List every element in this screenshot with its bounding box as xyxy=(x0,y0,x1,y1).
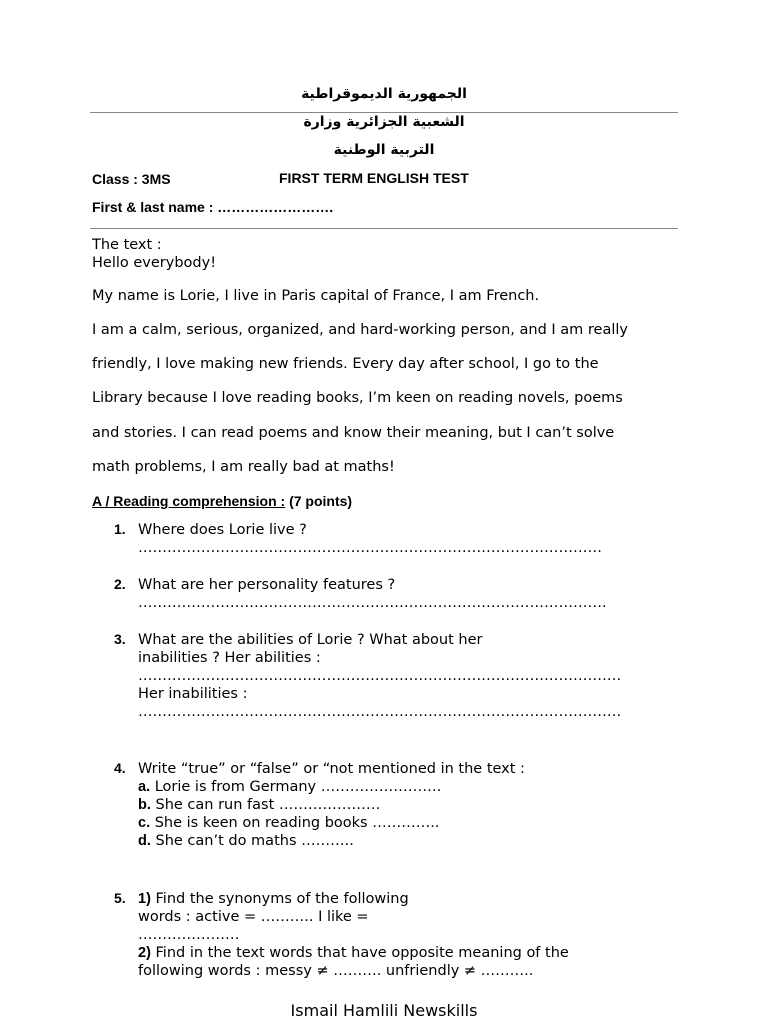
section-a-title: A / Reading comprehension : xyxy=(92,493,286,509)
answer-line[interactable]: …………………………………………………………………………………… xyxy=(138,540,602,556)
text-greeting: Hello everybody! xyxy=(92,255,217,271)
text-label: The text : xyxy=(92,237,162,253)
item-letter: a. xyxy=(138,779,151,795)
header-rule-bottom xyxy=(90,228,678,229)
question-number: 2. xyxy=(114,576,126,592)
item-text: She can run fast ………………… xyxy=(150,797,381,813)
question-number: 1. xyxy=(114,521,126,537)
answer-line[interactable]: ………………………………………………………………………………………. xyxy=(138,668,622,684)
part-text: Find the synonyms of the following xyxy=(150,891,409,907)
arabic-header-line-2: الشعبية الجزائرية وزارة xyxy=(303,114,465,130)
item-letter: c. xyxy=(138,815,151,831)
question-1 xyxy=(138,521,602,557)
answer-line[interactable]: ………………… xyxy=(138,927,240,943)
question-2-text: What are her personality features ? xyxy=(138,577,396,593)
arabic-header-line-1: الجمهورية الديموقراطية xyxy=(301,86,467,102)
text-line: I am a calm, serious, organized, and hard-working person, and I am really xyxy=(92,322,628,338)
question-5-part-1-line-2[interactable]: words : active = ……….. I like = xyxy=(138,909,369,925)
question-4-text: Write “true” or “false” or “not mentioned in the text : xyxy=(138,761,525,777)
question-1-text: Where does Lorie live ? xyxy=(138,522,307,538)
question-5-part-1 xyxy=(138,890,569,908)
text-line: and stories. I can read poems and know their meaning, but I can’t solve xyxy=(92,425,615,441)
header-rule-top xyxy=(90,112,678,113)
part-number: 1) xyxy=(138,891,151,907)
item-letter: d. xyxy=(138,833,151,849)
answer-line[interactable]: ……………………………………………………………………………………. xyxy=(138,595,607,611)
footer-author: Ismail Hamlili Newskills xyxy=(290,1001,478,1020)
list-item[interactable] xyxy=(138,778,525,796)
arabic-header-line-3: التربية الوطنية xyxy=(333,142,435,158)
question-number: 4. xyxy=(114,760,126,776)
list-item[interactable] xyxy=(138,796,525,814)
question-2 xyxy=(138,576,607,612)
text-line: friendly, I love making new friends. Every day after school, I go to the xyxy=(92,356,599,372)
list-item[interactable] xyxy=(138,832,525,850)
part-number: 2) xyxy=(138,945,151,961)
text-line: math problems, I am really bad at maths! xyxy=(92,459,395,475)
name-field-label: First & last name : ……………………. xyxy=(92,199,334,215)
section-a-points: (7 points) xyxy=(289,493,353,509)
question-number: 5. xyxy=(114,890,126,906)
list-item[interactable] xyxy=(138,814,525,832)
section-a-heading xyxy=(92,493,352,509)
question-3-text: Her inabilities : xyxy=(138,686,248,702)
question-3-text: What are the abilities of Lorie ? What about her xyxy=(138,632,483,648)
question-3 xyxy=(138,631,621,721)
text-line: Library because I love reading books, I’m keen on reading novels, poems xyxy=(92,390,623,406)
question-4 xyxy=(138,760,525,850)
item-text: She is keen on reading books ………….. xyxy=(150,815,440,831)
class-label: Class : 3MS xyxy=(92,171,171,187)
question-5-part-2-line-2[interactable]: following words : messy ≠ ………. unfriendly ≠ ……….. xyxy=(138,963,534,979)
item-text: She can’t do maths ……….. xyxy=(150,833,354,849)
question-5-part-2 xyxy=(138,944,569,962)
question-number: 3. xyxy=(114,631,126,647)
text-paragraph-1: My name is Lorie, I live in Paris capital of France, I am French. xyxy=(92,288,540,304)
item-text: Lorie is from Germany ……………………. xyxy=(150,779,442,795)
part-text: Find in the text words that have opposite meaning of the xyxy=(150,945,569,961)
answer-line[interactable]: ………………………………………………………………………………………. xyxy=(138,704,622,720)
item-letter: b. xyxy=(138,797,151,813)
test-title: FIRST TERM ENGLISH TEST xyxy=(279,170,469,186)
question-5 xyxy=(138,890,569,980)
question-3-text: inabilities ? Her abilities : xyxy=(138,650,321,666)
